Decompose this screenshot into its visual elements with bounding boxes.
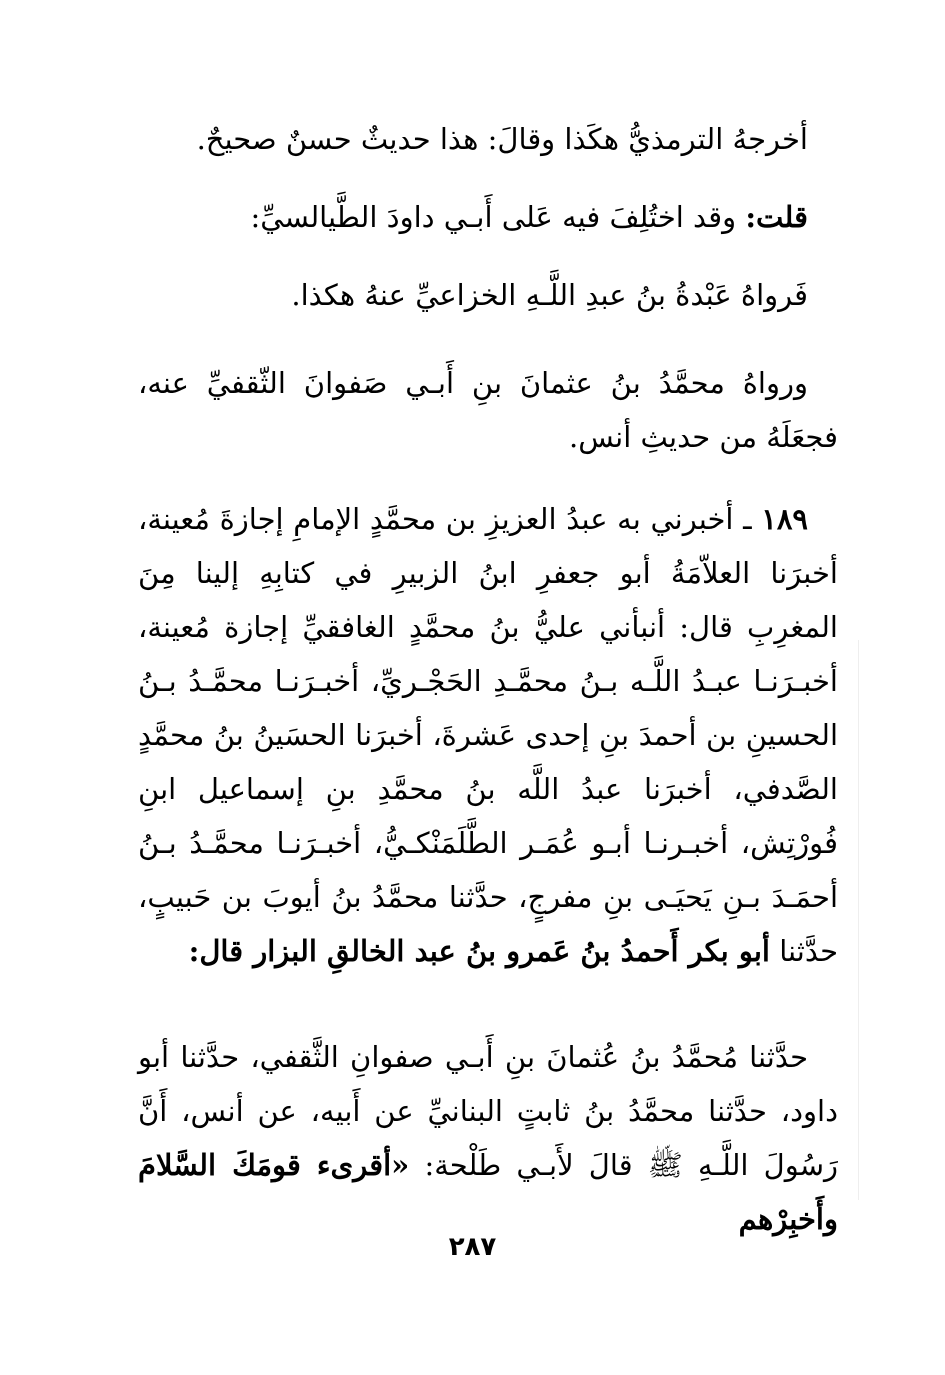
hadith-189-text: [138, 492, 838, 978]
paragraph-6-quote: «أقرىء قومَكَ السَّلامَ وأَخبِرْهم: [138, 1148, 838, 1236]
margin-rule: [858, 640, 859, 1200]
paragraph-3: [138, 268, 838, 322]
paragraph-2: [138, 190, 838, 244]
paragraph-3-text: فَرواهُ عَبْدةُ بنُ عبدِ اللَّـهِ الخزاعيِّ عنهُ هكذا.: [291, 278, 808, 312]
paragraph-4-text: ورواهُ محمَّدُ بنُ عثمانَ بنِ أَبـي صَفوانَ الثّقفيِّ عنه، فجعَلَهُ من حديثِ أنس.: [138, 366, 838, 454]
paragraph-1: [138, 112, 838, 166]
hadith-189-narrator: أبو بكر أَحمدُ بنُ عَمرو بنُ عبد الخالقِ البزار قال:: [188, 934, 770, 968]
hadith-189-chain: ـ أخبرني به عبدُ العزيزِ بن محمَّدٍ الإمامِ إجازةَ مُعينة، أخبرَنا العلاّمَةُ أبو جعفرِ ابنُ الزبيرِ في كتابِهِ إلينا مِنَ المغرِبِ قال: أنبأني عليُّ بنُ محمَّدٍ الغافقيِّ إجازة مُعينة، أخبـرَنـا عبـدُ اللَّـه بـنُ محمَّـدِ الحَجْـريِّ، أخبـرَنـا محمَّـدُ بـنُ الحسينِ بن أحمدَ بنِ إحدى عَشرةَ، أخبرَنا الحسَينُ بنُ محمَّدٍ الصَّدفي، أخبرَنا عبدُ اللَّه بنُ محمَّدِ بنِ إسماعيل ابنِ فُورْتِش، أخبـرنـا أبـو عُمَـر الطَّلَمَنْكـيُّ، أخبـرَنـا محمَّـدُ بـنُ أحمَـدَ بـنِ يَحيَـى بنِ مفرجٍ، حدَّثنا محمَّدُ بنُ أيوبَ بن حَبيبٍ، حدَّثنا: [138, 502, 838, 968]
paragraph-4: [138, 356, 838, 464]
paragraph-6-body: حدَّثنا مُحمَّدُ بنُ عُثمانَ بنِ أَبـي صفوانِ الثَّقفي، حدَّثنا أبو داود، حدَّثنا محمَّدُ بنُ ثابتٍ البنانيِّ عن أَبيه، عن أنس، أَنَّ رَسُولَ اللَّـهِ ﷺ قالَ لأَبـي طَلْحة:: [138, 1040, 838, 1182]
qultu-label: قلت:: [745, 200, 808, 234]
paragraph-6: [138, 1030, 838, 1246]
paragraph-6-text: [138, 1030, 838, 1246]
paragraph-2-text: [138, 190, 838, 244]
paragraph-2-body: وقد اختُلِفَ فيه عَلى أَبـي داودَ الطَّيالسيِّ:: [250, 200, 737, 234]
paragraph-1-text: أخرجهُ الترمذيُّ هكَذا وقالَ: هذا حديثٌ حسنٌ صحيحٌ.: [196, 122, 808, 156]
page-number: ٢٨٧: [448, 1232, 497, 1262]
hadith-189: [138, 492, 838, 978]
hadith-number: ١٨٩: [761, 502, 808, 536]
